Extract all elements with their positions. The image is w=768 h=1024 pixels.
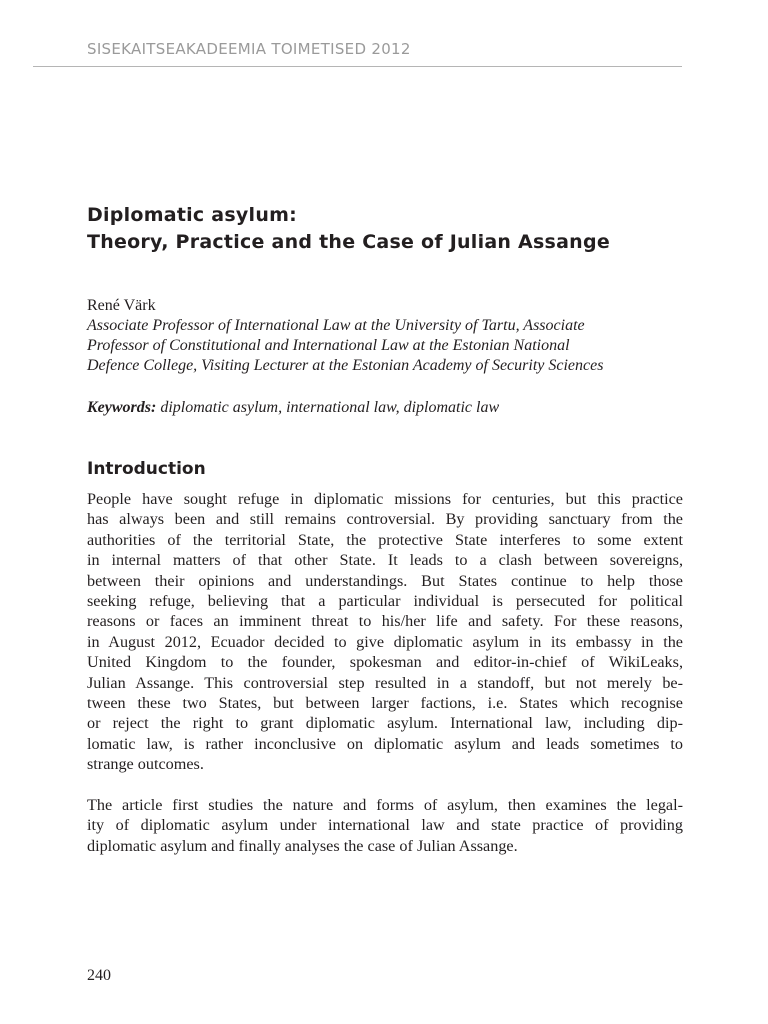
paragraph-line: between their opinions and understandings. But States continue to help those [87,571,683,590]
paragraph-2 [87,795,683,856]
paragraph-line: ity of diplomatic asylum under international law and state practice of providing [87,816,683,835]
paragraph-1 [87,489,683,774]
article-title [87,202,610,256]
paragraph-line: seeking refuge, believing that a particular individual is persecuted for political [87,591,683,610]
author-affiliation [87,316,687,376]
author-name: René Värk [87,297,156,314]
paragraph-line: authorities of the territorial State, the protective State interferes to some extent [87,530,683,549]
paragraph-line: lomatic law, is rather inconclusive on diplomatic asylum and leads sometimes to [87,734,683,753]
paragraph-line: reasons or faces an imminent threat to his/her life and safety. For these reasons, [87,612,683,631]
paragraph-line: United Kingdom to the founder, spokesman and editor-in-chief of WikiLeaks, [87,653,683,672]
author-block [87,296,687,376]
paragraph-line: Julian Assange. This controversial step resulted in a standoff, but not merely be- [87,673,683,692]
keywords [87,398,499,418]
paragraph-line: tween these two States, but between larger factions, i.e. States which recognise [87,693,683,712]
article-title-line-1: Diplomatic asylum: [87,204,297,226]
paragraph-line: in internal matters of that other State. It leads to a clash between sovereigns, [87,551,683,570]
paragraph-line: strange outcomes. [87,755,204,774]
keywords-text: diplomatic asylum, international law, diplomatic law [156,399,500,416]
paragraph-line: has always been and still remains controversial. By providing sanctuary from the [87,510,683,529]
paragraph-line: in August 2012, Ecuador decided to give diplomatic asylum in its embassy in the [87,632,683,651]
section-heading-introduction: Introduction [87,459,206,479]
paragraph-line: diplomatic asylum and finally analyses the case of Julian Assange. [87,836,518,855]
running-header: SISEKAITSEAKADEEMIA TOIMETISED 2012 [87,40,411,58]
header-divider [33,66,682,67]
keywords-label: Keywords: [87,399,157,416]
article-title-line-2: Theory, Practice and the Case of Julian Assange [87,231,610,253]
page-number: 240 [87,967,111,984]
affiliation-line: Defence College, Visiting Lecturer at the Estonian Academy of Security Sciences [87,357,604,374]
affiliation-line: Professor of Constitutional and International Law at the Estonian National [87,337,570,354]
paragraph-line: People have sought refuge in diplomatic missions for centuries, but this practice [87,490,683,508]
paragraph-line: The article first studies the nature and forms of asylum, then examines the legal- [87,796,683,814]
affiliation-line: Associate Professor of International Law at the University of Tartu, Associate [87,317,585,334]
paragraph-line: or reject the right to grant diplomatic asylum. International law, including dip- [87,714,683,733]
